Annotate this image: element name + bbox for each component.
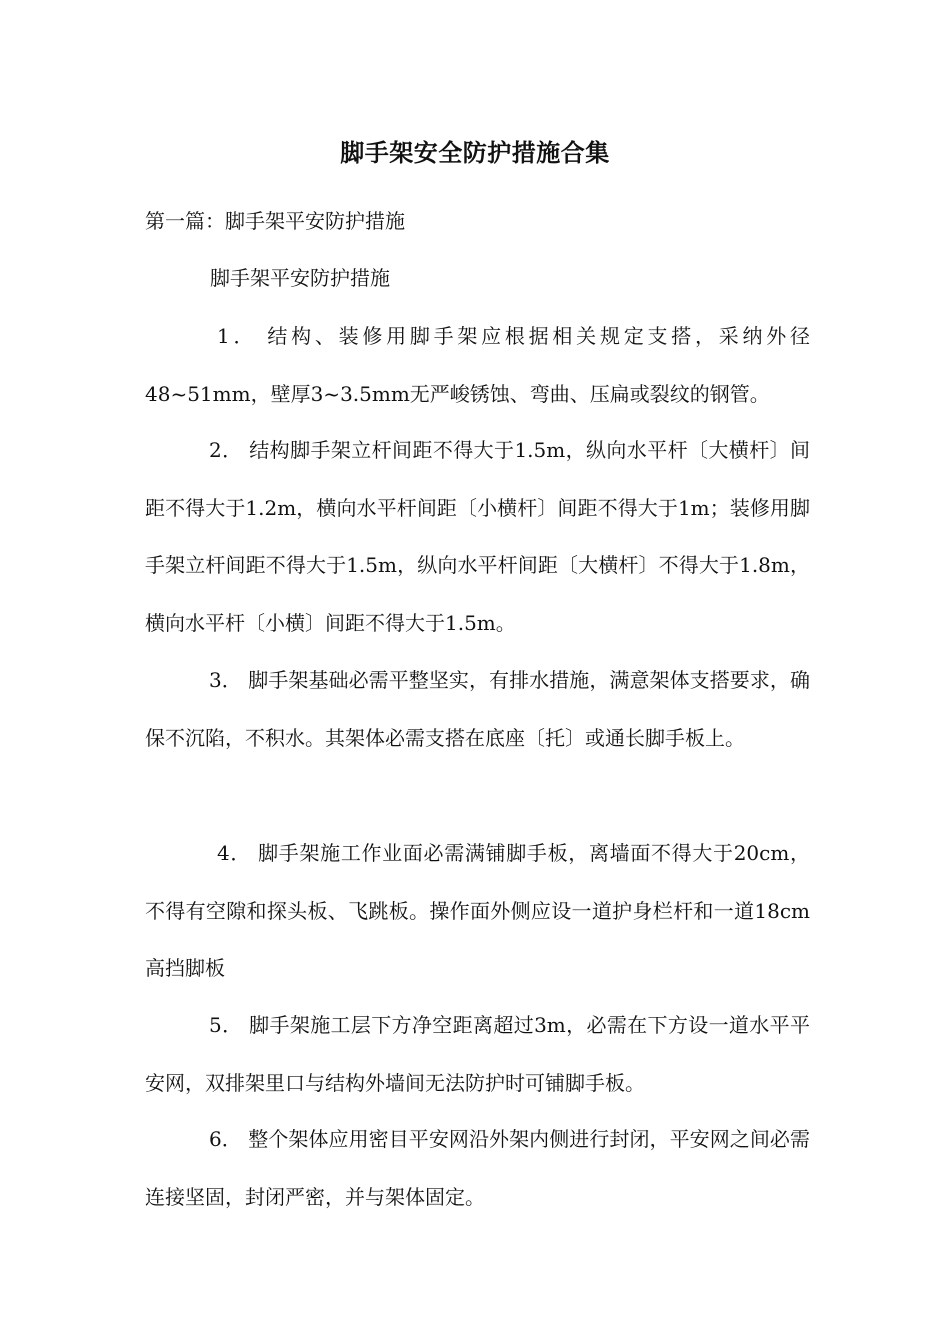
document-title: 脚手架安全防护措施合集 <box>340 139 610 167</box>
paragraph-item-4: 4． 脚手架施工作业面必需满铺脚手板，离墙面不得大于20cm，不得有空隙和探头板、飞跳板。操作面外侧应设一道护身栏杆和一道18cm高挡脚板 <box>145 841 810 980</box>
section-subheading: 脚手架平安防护措施 <box>210 266 390 290</box>
section-heading: 第一篇：脚手架平安防护措施 <box>145 209 405 233</box>
paragraph-item-3: 3． 脚手架基础必需平整坚实，有排水措施，满意架体支搭要求，确保不沉陷，不积水。其架体必需支搭在底座〔托〕或通长脚手板上。 <box>145 668 810 750</box>
paragraph-item-5: 5． 脚手架施工层下方净空距离超过3m，必需在下方设一道水平平安网，双排架里口与结构外墙间无法防护时可铺脚手板。 <box>145 1013 810 1095</box>
paragraph-item-6: 6． 整个架体应用密目平安网沿外架内侧进行封闭，平安网之间必需连接坚固，封闭严密，并与架体固定。 <box>145 1127 810 1209</box>
paragraph-item-2: 2． 结构脚手架立杆间距不得大于1.5m，纵向水平杆〔大横杆〕间距不得大于1.2m，横向水平杆间距〔小横杆〕间距不得大于1m；装修用脚手架立杆间距不得大于1.5m，纵向水平杆间距〔大横杆〕不得大于1.8m，横向水平杆〔小横〕间距不得大于1.5m。 <box>145 438 810 635</box>
paragraph-item-1: 1． 结构、装修用脚手架应根据相关规定支搭，采纳外径48~51mm，壁厚3~3.5mm无严峻锈蚀、弯曲、压扁或裂纹的钢管。 <box>145 324 810 406</box>
